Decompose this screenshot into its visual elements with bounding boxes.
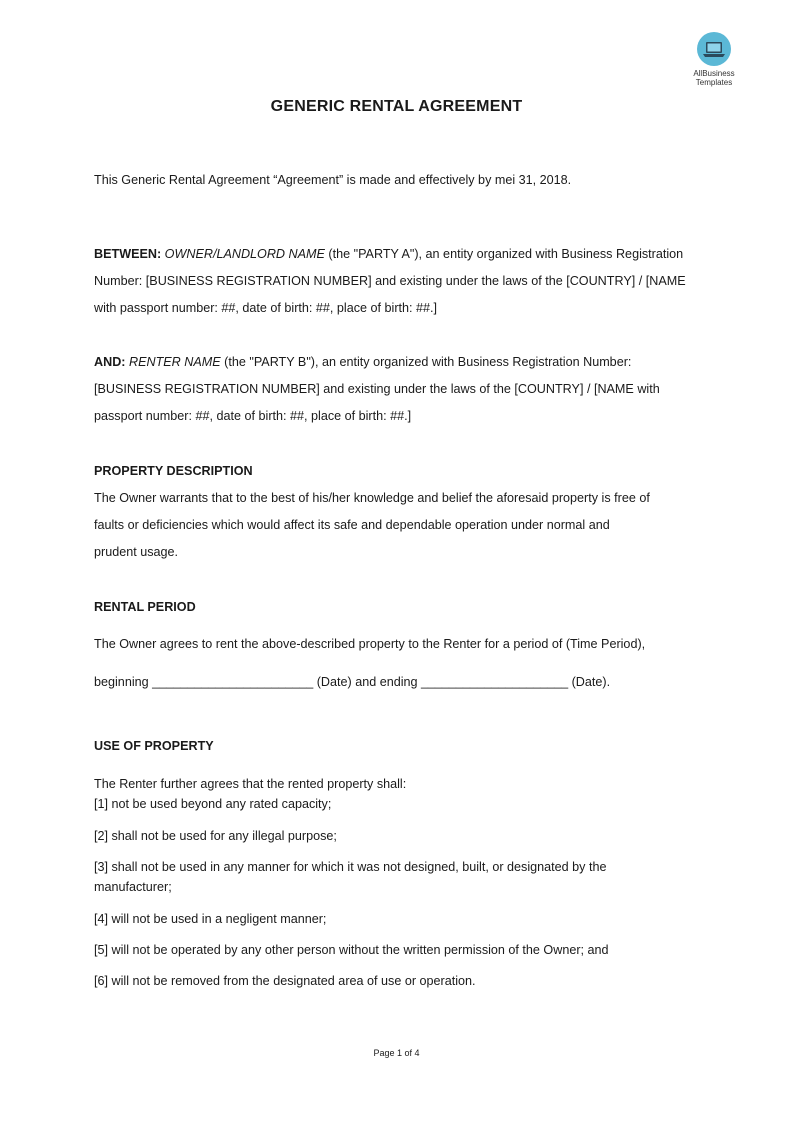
and-label: AND:: [94, 355, 126, 369]
use-of-property-heading: USE OF PROPERTY: [94, 739, 214, 753]
list-item: [3] shall not be used in any manner for which it was not designed, built, or designated by the: [94, 860, 607, 874]
between-paragraph: [94, 241, 704, 322]
rental-period-heading: RENTAL PERIOD: [94, 600, 196, 614]
list-item: [4] will not be used in a negligent manner;: [94, 912, 327, 926]
intro-paragraph: This Generic Rental Agreement “Agreement” is made and effectively by mei 31, 2018.: [94, 173, 572, 187]
list-item: [2] shall not be used for any illegal purpose;: [94, 829, 337, 843]
renter-name-placeholder: RENTER NAME: [128, 355, 221, 369]
laptop-icon: [697, 32, 731, 66]
logo-line-2: Templates: [695, 78, 733, 87]
property-line-3: prudent usage.: [94, 545, 179, 559]
and-line-3: passport number: ##, date of birth: ##, place of birth: ##.]: [94, 409, 412, 423]
property-line-1: The Owner warrants that to the best of his/her knowledge and belief the aforesaid property is free of: [94, 491, 650, 505]
between-line-3: with passport number: ##, date of birth: ##, place of birth: ##.]: [94, 301, 438, 315]
and-line-2: [BUSINESS REGISTRATION NUMBER] and existing under the laws of the [COUNTRY] / [NAME with: [94, 382, 660, 396]
property-description-paragraph: [94, 485, 704, 566]
page-number: Page 1 of 4: [373, 1048, 420, 1058]
and-line-1: [94, 349, 704, 376]
between-line-1: [94, 241, 704, 268]
list-item: [1] not be used beyond any rated capacity;: [94, 797, 332, 811]
between-line-1-text: (the "PARTY A"), an entity organized with Business Registration: [324, 247, 684, 261]
document-title: GENERIC RENTAL AGREEMENT: [270, 98, 523, 115]
property-description-heading: PROPERTY DESCRIPTION: [94, 464, 253, 478]
and-paragraph: [94, 349, 704, 430]
rental-period-line-1: The Owner agrees to rent the above-described property to the Renter for a period of (Time Period),: [94, 637, 646, 651]
list-item: [6] will not be removed from the designated area of use or operation.: [94, 974, 476, 988]
and-line-1-text: (the "PARTY B"), an entity organized with Business Registration Number:: [220, 355, 632, 369]
between-label: BETWEEN:: [94, 247, 162, 261]
owner-name-placeholder: OWNER/LANDLORD NAME: [164, 247, 325, 261]
logo-line-1: AllBusiness: [693, 69, 735, 78]
list-item: [5] will not be operated by any other person without the written permission of the Owner; and: [94, 943, 609, 957]
rental-period-line-2: beginning _______________________ (Date) and ending _____________________ (Date).: [94, 675, 611, 689]
company-logo: [688, 32, 740, 87]
property-line-2: faults or deficiencies which would affect its safe and dependable operation under normal and: [94, 518, 610, 532]
use-of-property-intro: The Renter further agrees that the rented property shall:: [94, 777, 407, 791]
between-line-2: Number: [BUSINESS REGISTRATION NUMBER] and existing under the laws of the [COUNTRY] / [NAME: [94, 274, 686, 288]
list-item-continuation: manufacturer;: [94, 880, 172, 894]
